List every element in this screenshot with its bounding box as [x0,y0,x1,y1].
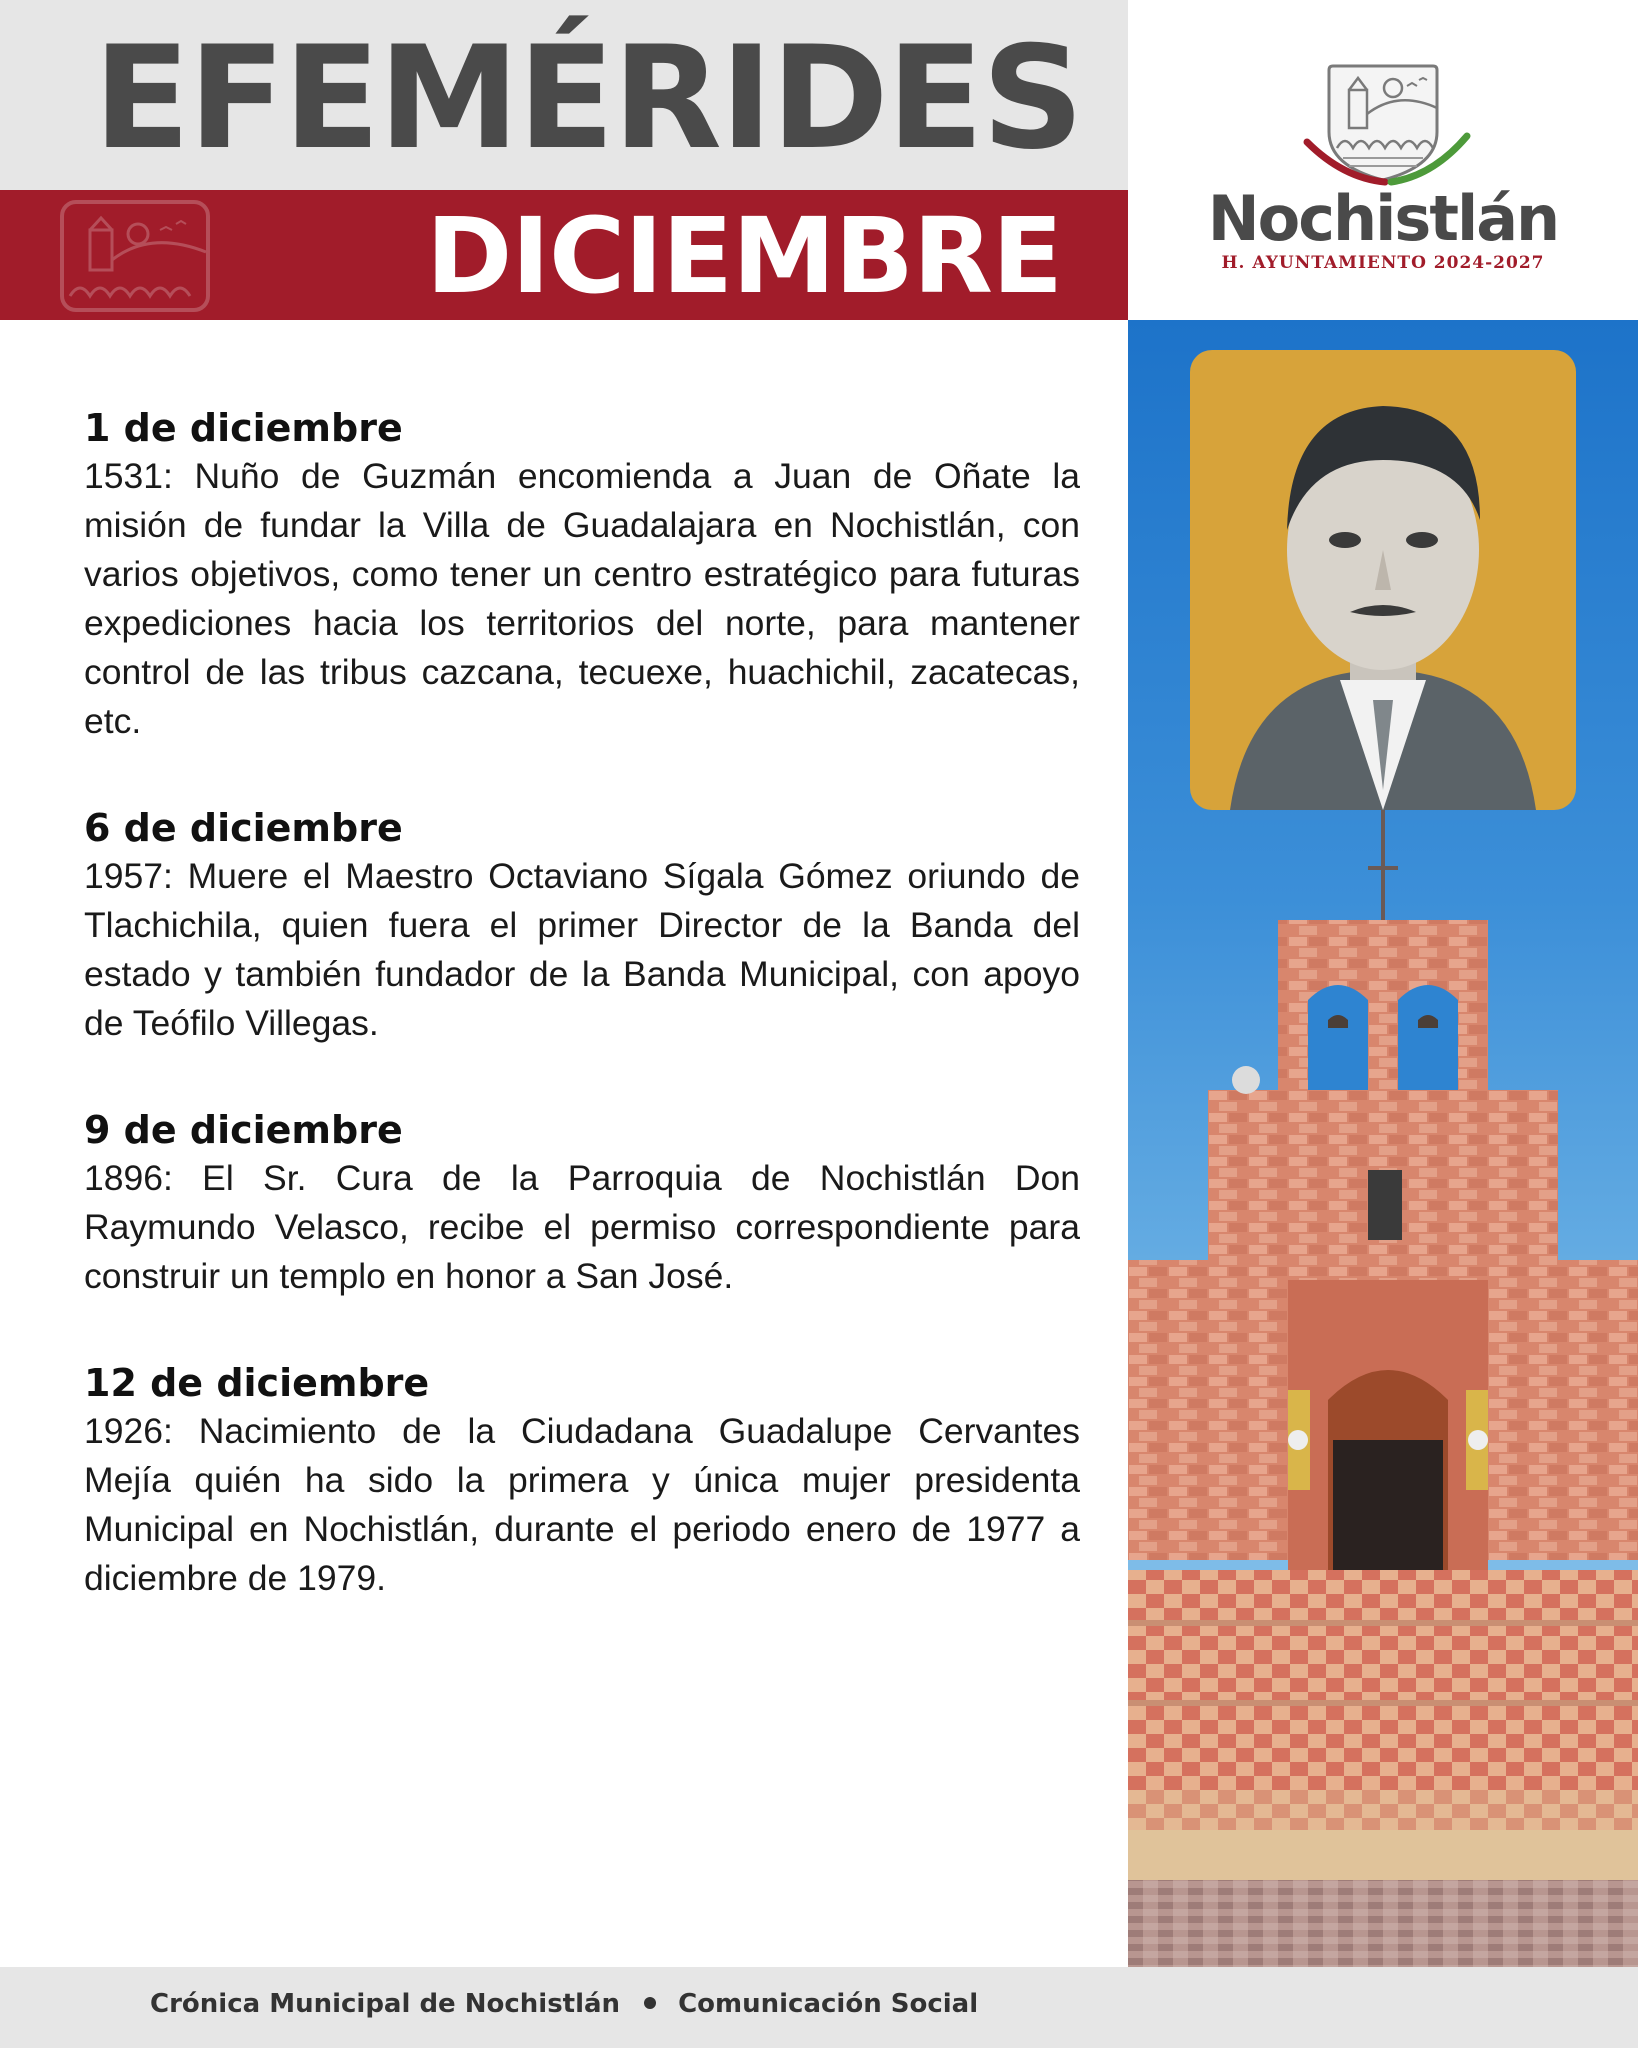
entry-6 [84,804,1080,1048]
municipality-logo [1128,0,1638,320]
ephemerides-list [84,404,1080,1661]
tricolor-swoosh-icon [1303,128,1473,188]
entry-text: 1926: Nacimiento de la Ciudadana Guadalupe Cervantes Mejía quién ha sido la primera y única mujer presidenta Municipal en Nochistlán, durante el periodo enero de 1977 a diciembre de 1979. [84,1411,1080,1598]
logo-subtitle: H. AYUNTAMIENTO 2024-2027 [1221,253,1545,273]
municipal-seal-watermark-icon [60,200,210,312]
entry-text: 1896: El Sr. Cura de la Parroquia de Nochistlán Don Raymundo Velasco, recibe el permiso correspondiente para construir un templo en honor a San José. [84,1158,1080,1296]
entry-date: 6 de diciembre [84,806,403,850]
page-title: EFEMÉRIDES [93,16,1082,181]
entry-text: 1531: Nuño de Guzmán encomienda a Juan de Oñate la misión de fundar la Villa de Guadalajara en Nochistlán, con varios objetivos, como tener un centro estratégico para futuras expediciones hacia los territorios del norte, para mantener control de las tribus cazcana, tecuexe, huachichil, zacatecas, etc. [84,456,1080,741]
logo-name: Nochistlán [1207,182,1559,255]
entry-9 [84,1106,1080,1301]
footer-left-credit: Crónica Municipal de Nochistlán [150,1989,621,2019]
entry-date: 9 de diciembre [84,1108,403,1152]
entry-date: 1 de diciembre [84,406,403,450]
footer-credits [150,1989,978,2019]
entry-12 [84,1359,1080,1603]
portrait-figure [1190,350,1576,810]
portrait-photo [1190,350,1576,810]
entry-1 [84,404,1080,746]
header-month-band [0,190,1128,320]
photo-column [1128,320,1638,1976]
bullet-separator-icon [644,1997,656,2009]
footer-right-credit: Comunicación Social [678,1989,979,2019]
month-title: DICIEMBRE [426,195,1062,317]
entry-date: 12 de diciembre [84,1361,430,1405]
footer [0,1967,1638,2048]
entry-text: 1957: Muere el Maestro Octaviano Sígala Gómez oriundo de Tlachichila, quien fuera el primer Director de la Banda del estado y también fundador de la Banda Municipal, con apoyo de Teófilo Villegas. [84,856,1080,1043]
header-title-band [0,0,1128,190]
